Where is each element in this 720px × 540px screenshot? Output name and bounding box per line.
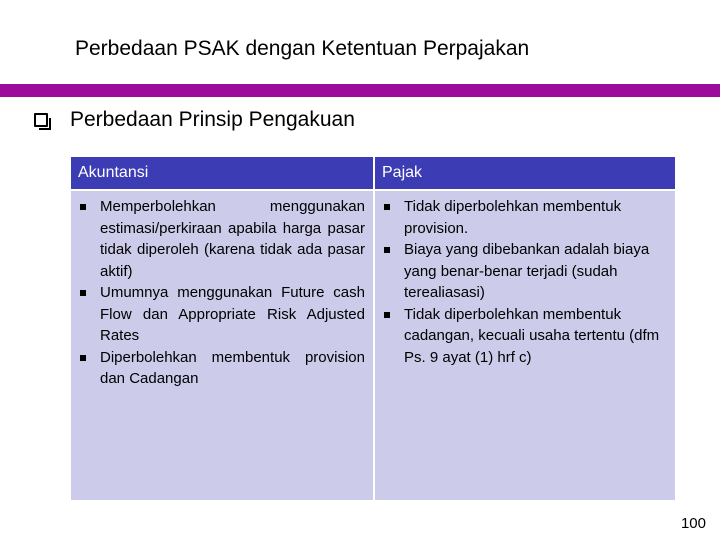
akuntansi-list xyxy=(77,196,365,390)
list-item xyxy=(77,282,365,347)
square-bullet-icon xyxy=(80,204,86,210)
section-label: Perbedaan Prinsip Pengakuan xyxy=(70,108,355,131)
title-divider-bar xyxy=(0,84,720,97)
square-bullet-icon xyxy=(80,290,86,296)
list-item-text: Umumnya menggunakan Future cash Flow dan Appropriate Risk Adjusted Rates xyxy=(100,284,365,344)
list-item-text: Biaya yang dibebankan adalah biaya yang benar-benar terjadi (sudah terealiasasi) xyxy=(404,241,650,301)
square-bullet-icon xyxy=(384,247,390,253)
square-bullet-icon xyxy=(384,204,390,210)
square-bullet-icon xyxy=(80,355,86,361)
pajak-cell xyxy=(374,190,676,501)
list-item-text: Tidak diperbolehkan membentuk provision. xyxy=(404,198,622,237)
list-item xyxy=(77,347,365,390)
page-number: 100 xyxy=(680,515,706,532)
list-item-text: Diperbolehkan membentuk provision dan Cadangan xyxy=(100,348,365,387)
list-item-text: Memperbolehkan menggunakan estimasi/perkiraan apabila harga pasar tidak diperoleh (karena tidak ada pasar aktif) xyxy=(100,198,365,280)
square-bullet-icon xyxy=(384,312,390,318)
header-akuntansi: Akuntansi xyxy=(70,156,374,190)
header-pajak: Pajak xyxy=(374,156,676,190)
slide-title: Perbedaan PSAK dengan Ketentuan Perpajakan xyxy=(75,37,530,60)
list-item xyxy=(381,196,667,239)
comparison-table xyxy=(69,155,677,502)
table-row xyxy=(70,190,676,501)
list-item xyxy=(381,304,667,369)
list-item xyxy=(77,196,365,282)
table-header-row xyxy=(70,156,676,190)
list-item-text: Tidak diperbolehkan membentuk cadangan, kecuali usaha tertentu (dfm Ps. 9 ayat (1) hrf c) xyxy=(404,305,660,366)
list-item xyxy=(381,239,667,304)
section-heading xyxy=(34,108,355,132)
akuntansi-cell xyxy=(70,190,374,501)
pajak-list xyxy=(381,196,667,368)
checkbox-square-icon xyxy=(34,113,48,127)
